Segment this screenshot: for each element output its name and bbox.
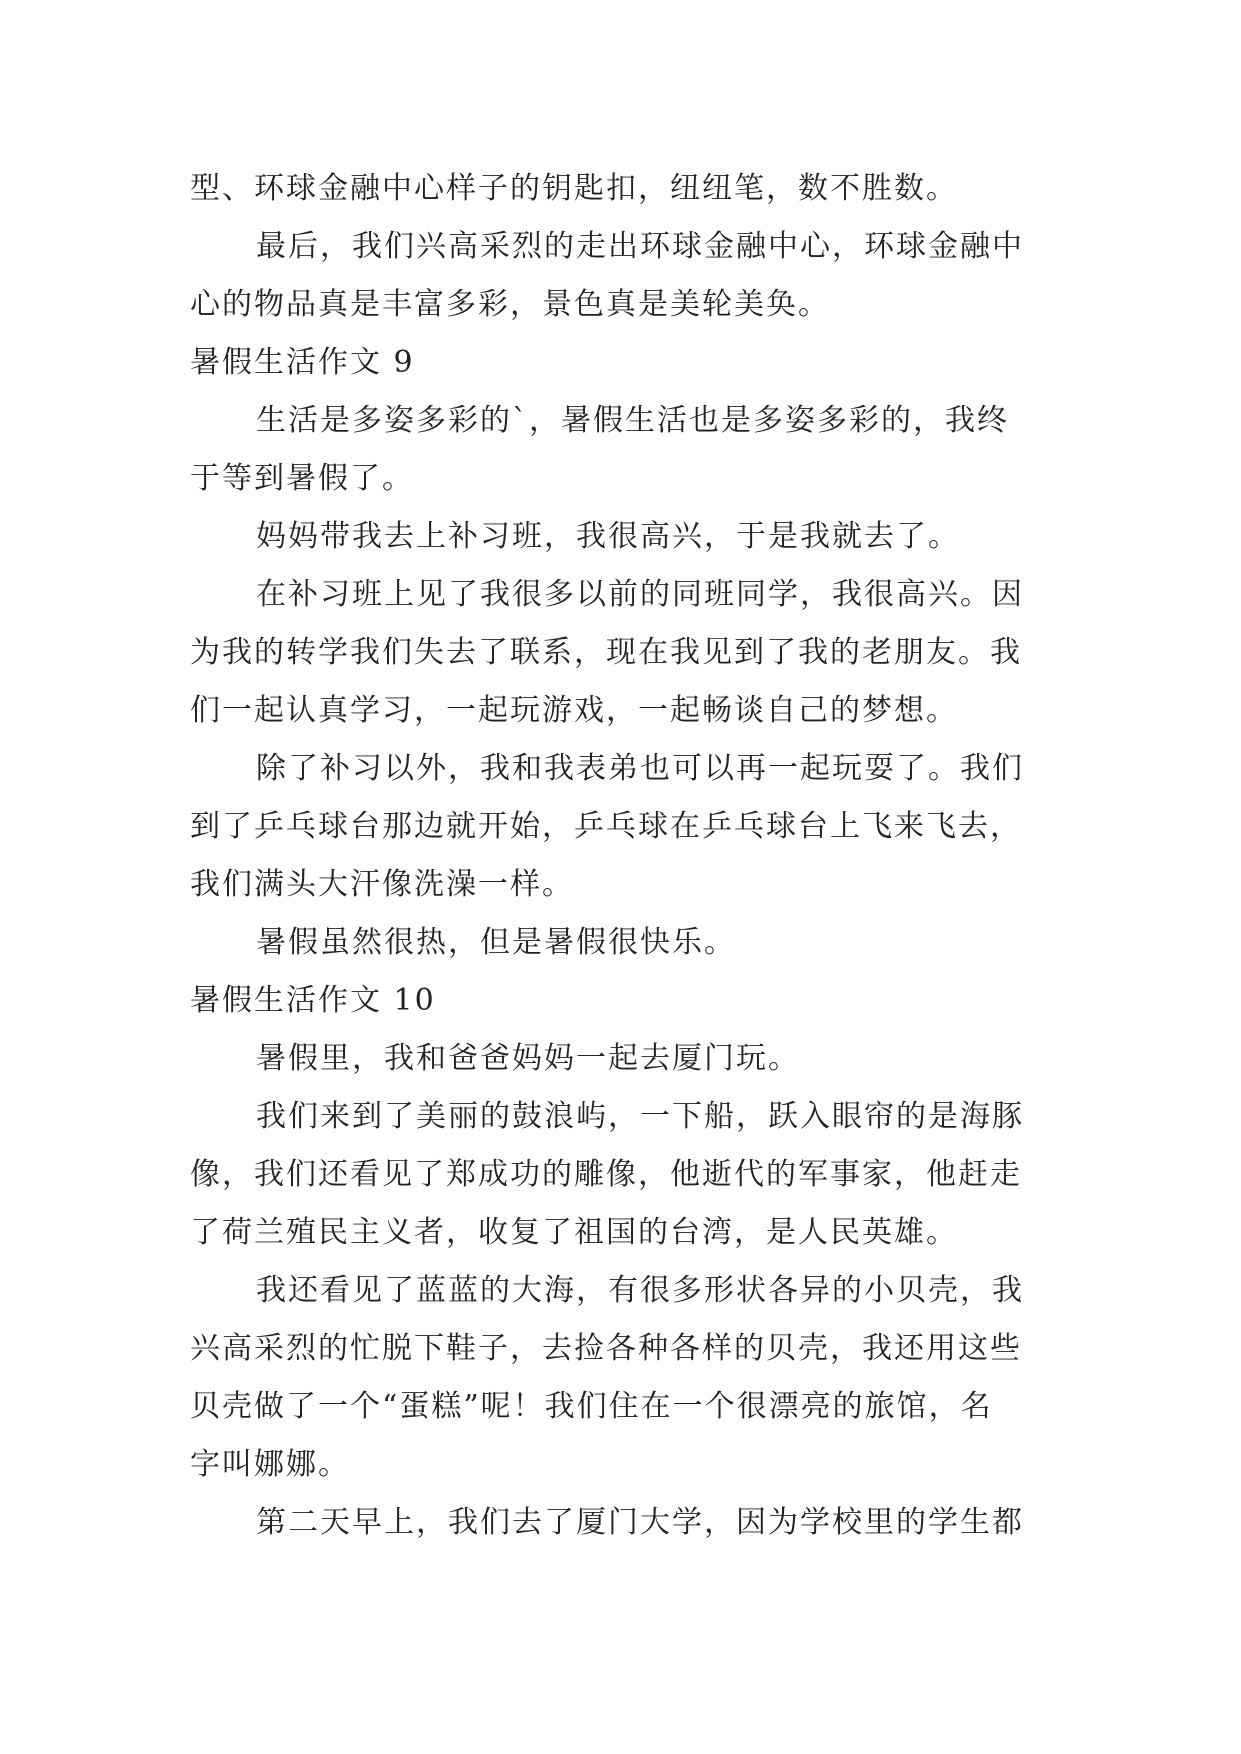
text-line: 于等到暑假了。: [190, 461, 414, 496]
text-line: 第二天早上，我们去了厦门大学，因为学校里的学生都: [256, 1505, 1024, 1540]
text-line: 我还看见了蓝蓝的大海，有很多形状各异的小贝壳，我: [256, 1273, 1024, 1308]
section-heading: 暑假生活作文 9: [190, 345, 415, 380]
text-line: 为我的转学我们失去了联系，现在我见到了我的老朋友。我: [190, 635, 1022, 670]
text-line: 在补习班上见了我很多以前的同班同学，我很高兴。因: [256, 577, 1024, 612]
text-line: 我们来到了美丽的鼓浪屿，一下船，跃入眼帘的是海豚: [256, 1099, 1024, 1134]
text-line: 贝壳做了一个“蛋糕”呢！我们住在一个很漂亮的旅馆，名: [190, 1389, 993, 1424]
essay-text: [190, 160, 1070, 1552]
text-line: 像，我们还看见了郑成功的雕像，他逝代的军事家，他赶走: [190, 1157, 1022, 1192]
text-line: 生活是多姿多彩的`，暑假生活也是多姿多彩的，我终: [256, 403, 1009, 438]
text-line: 兴高采烈的忙脱下鞋子，去捡各种各样的贝壳，我还用这些: [190, 1331, 1022, 1366]
text-line: 暑假虽然很热，但是暑假很快乐。: [256, 925, 736, 960]
text-line: 字叫娜娜。: [190, 1447, 350, 1482]
text-line: 到了乒乓球台那边就开始，乒乓球在乒乓球台上飞来飞去，: [190, 809, 1022, 844]
section-heading: 暑假生活作文 10: [190, 983, 436, 1018]
text-line: 妈妈带我去上补习班，我很高兴，于是我就去了。: [256, 519, 960, 554]
text-line: 型、环球金融中心样子的钥匙扣，纽纽笔，数不胜数。: [190, 171, 958, 206]
text-line: 除了补习以外，我和我表弟也可以再一起玩耍了。我们: [256, 751, 1024, 786]
text-line: 们一起认真学习，一起玩游戏，一起畅谈自己的梦想。: [190, 693, 958, 728]
text-line: 最后，我们兴高采烈的走出环球金融中心，环球金融中: [256, 229, 1024, 264]
text-line: 了荷兰殖民主义者，收复了祖国的台湾，是人民英雄。: [190, 1215, 958, 1250]
text-line: 心的物品真是丰富多彩，景色真是美轮美奂。: [190, 287, 830, 322]
text-line: 我们满头大汗像洗澡一样。: [190, 867, 574, 902]
text-line: 暑假里，我和爸爸妈妈一起去厦门玩。: [256, 1041, 800, 1076]
